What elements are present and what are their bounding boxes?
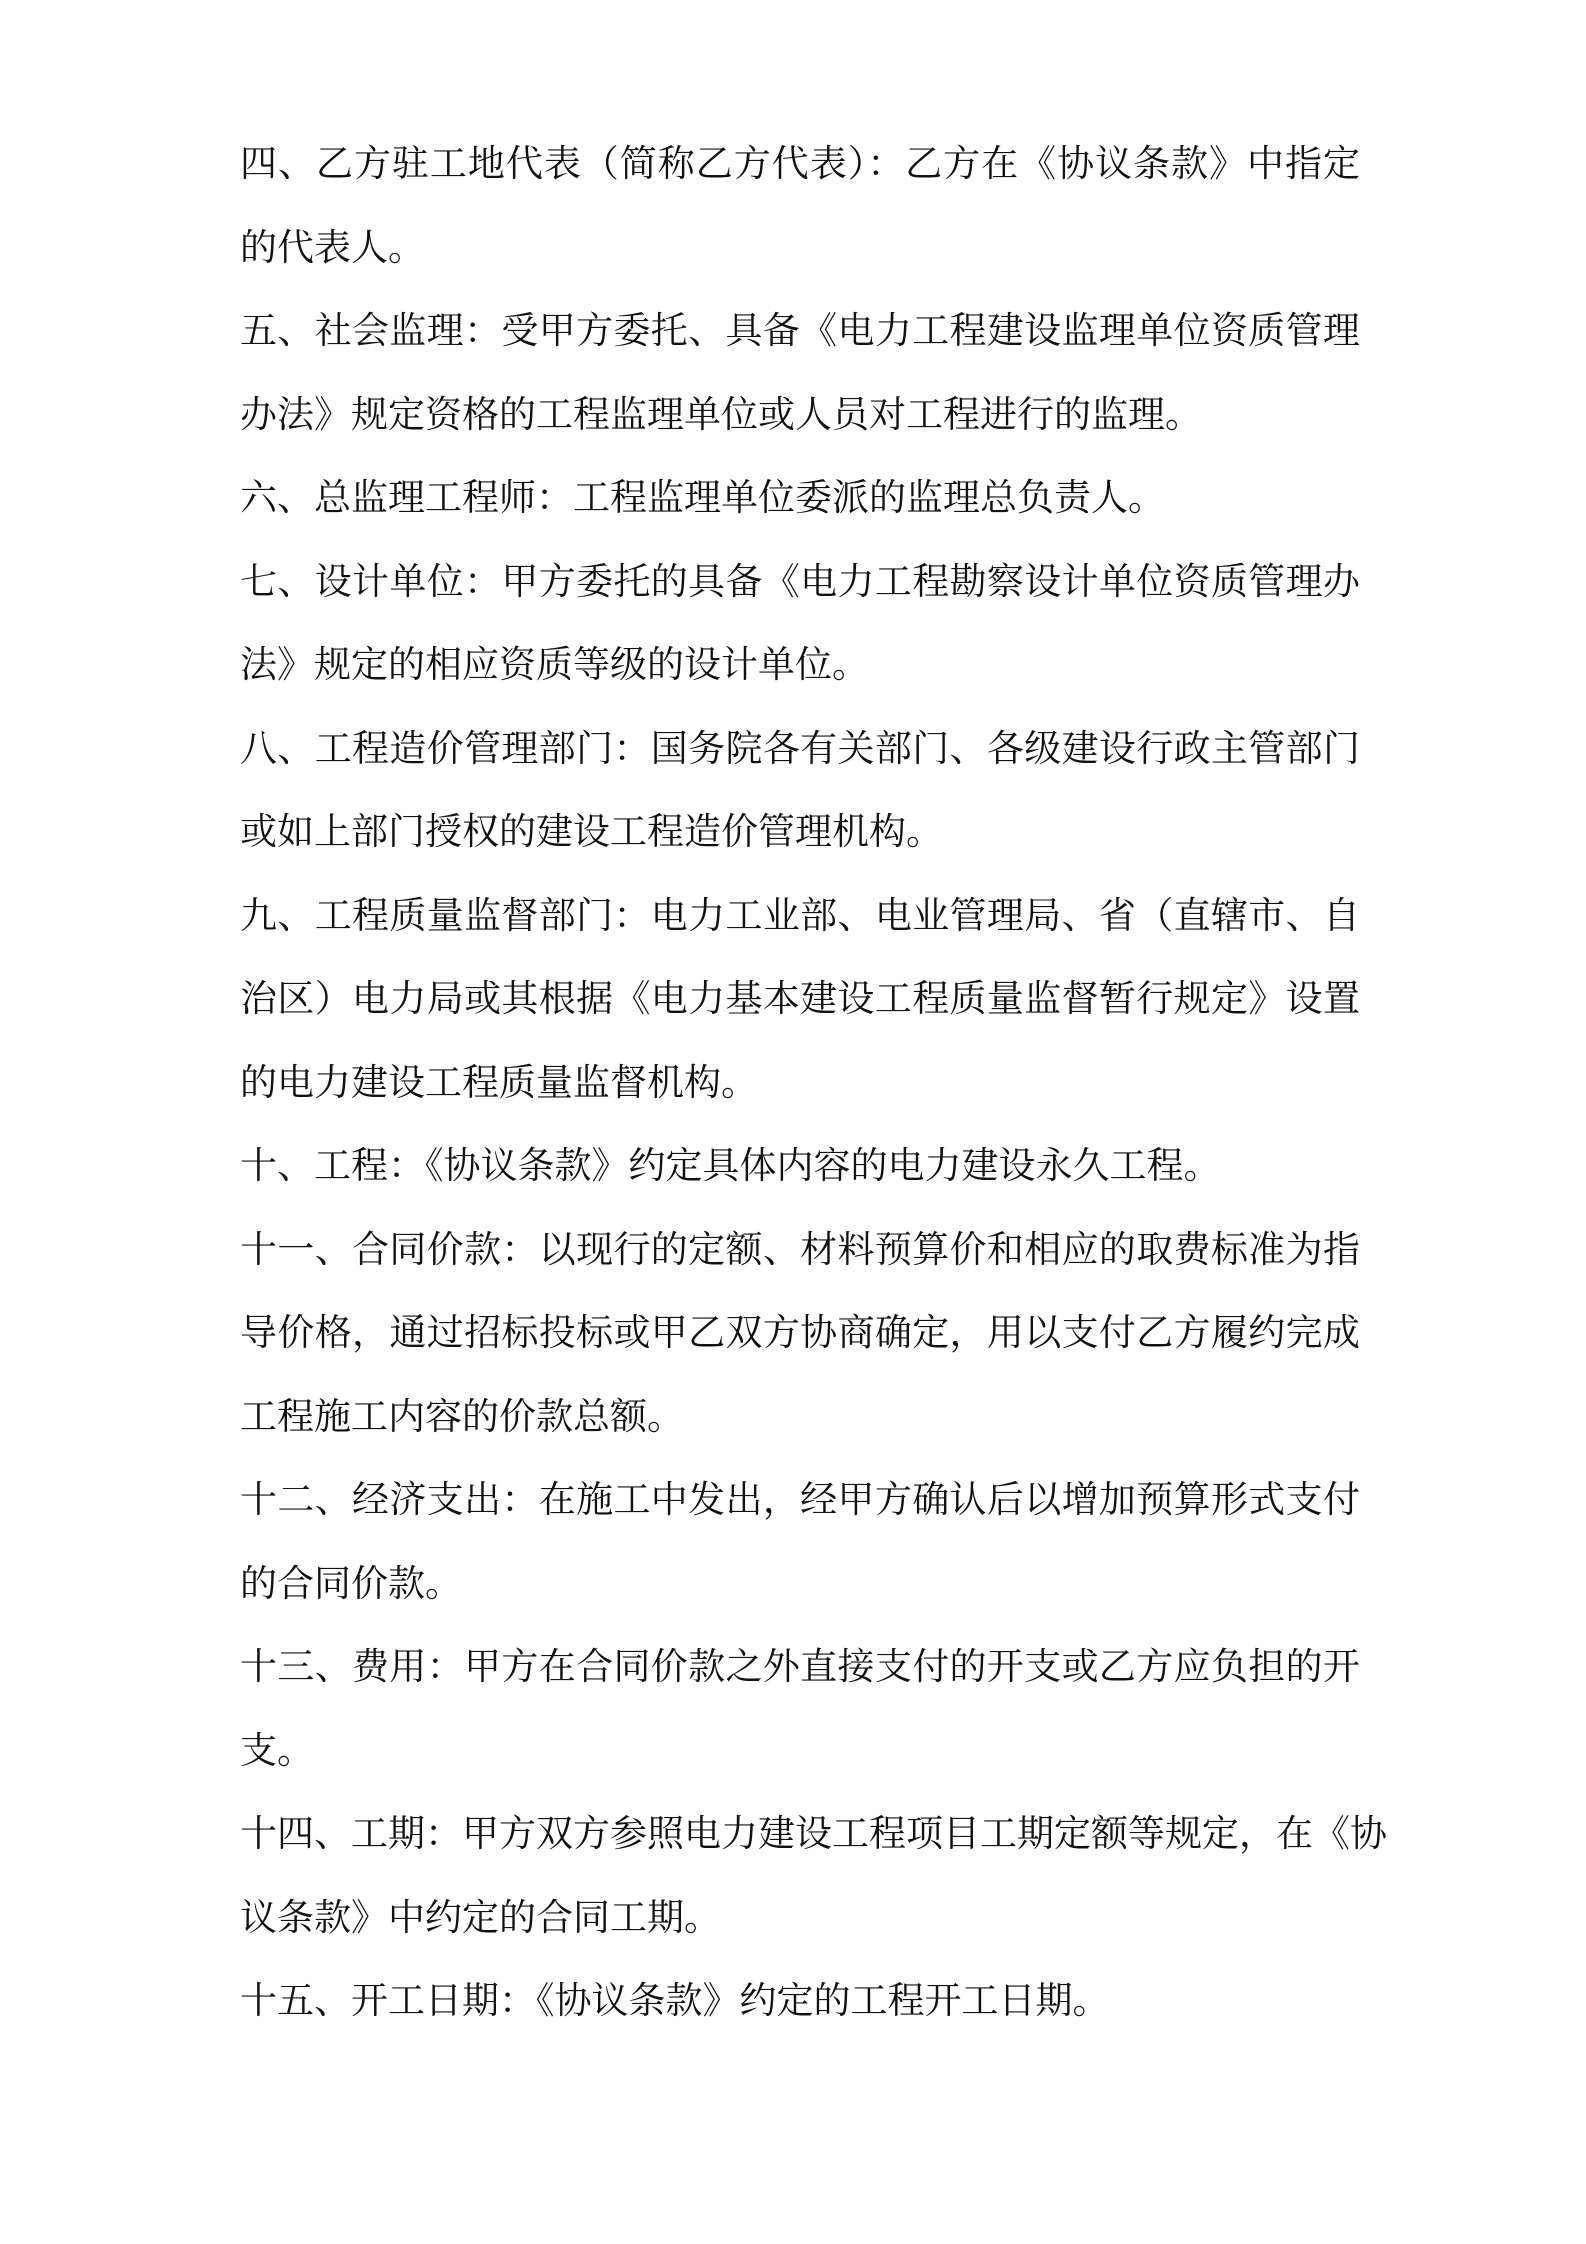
clause-11-line-3: 工程施工内容的价款总额。 — [240, 1394, 684, 1438]
clause-9-line-3: 的电力建设工程质量监督机构。 — [240, 1060, 758, 1104]
clause-5-line-2: 办法》规定资格的工程监理单位或人员对工程进行的监理。 — [240, 392, 1202, 436]
clause-13-line-2: 支。 — [240, 1728, 314, 1772]
clause-11-line-2: 导价格，通过招标投标或甲乙双方协商确定，用以支付乙方履约完成 — [240, 1311, 1360, 1354]
clause-8-line-2: 或如上部门授权的建设工程造价管理机构。 — [240, 810, 943, 853]
clause-10-line-1: 十、工程：《协议条款》约定具体内容的电力建设永久工程。 — [240, 1144, 1221, 1187]
clause-9-line-2: 治区）电力局或其根据《电力基本建设工程质量监督暂行规定》设置 — [240, 977, 1360, 1020]
clause-5-line-1: 五、社会监理：受甲方委托、具备《电力工程建设监理单位资质管理 — [240, 309, 1360, 352]
clause-13-line-1: 十三、费用：甲方在合同价款之外直接支付的开支或乙方应负担的开 — [240, 1645, 1360, 1688]
clause-8-line-1: 八、工程造价管理部门：国务院各有关部门、各级建设行政主管部门 — [240, 726, 1360, 770]
clause-7-line-1: 七、设计单位：甲方委托的具备《电力工程勘察设计单位资质管理办 — [240, 559, 1360, 603]
clause-4-line-1: 四、乙方驻工地代表（简称乙方代表）：乙方在《协议条款》中指定 — [240, 142, 1360, 185]
clause-12-line-2: 的合同价款。 — [240, 1561, 462, 1605]
clause-6-line-1: 六、总监理工程师：工程监理单位委派的监理总负责人。 — [240, 476, 1165, 519]
clause-9-line-1: 九、工程质量监督部门：电力工业部、电业管理局、省（直辖市、自 — [240, 893, 1360, 937]
clause-7-line-2: 法》规定的相应资质等级的设计单位。 — [240, 643, 869, 686]
clause-12-line-1: 十二、经济支出：在施工中发出，经甲方确认后以增加预算形式支付 — [240, 1478, 1360, 1521]
clause-14-line-2: 议条款》中约定的合同工期。 — [240, 1895, 721, 1939]
clause-4-line-2: 的代表人。 — [240, 225, 425, 269]
document-body — [240, 122, 1387, 2043]
clause-15-line-1: 十五、开工日期：《协议条款》约定的工程开工日期。 — [240, 1979, 1110, 2022]
clause-14-line-1: 十四、工期：甲方双方参照电力建设工程项目工期定额等规定，在《协 — [240, 1812, 1387, 1855]
clause-11-line-1: 十一、合同价款：以现行的定额、材料预算价和相应的取费标准为指 — [240, 1227, 1360, 1271]
